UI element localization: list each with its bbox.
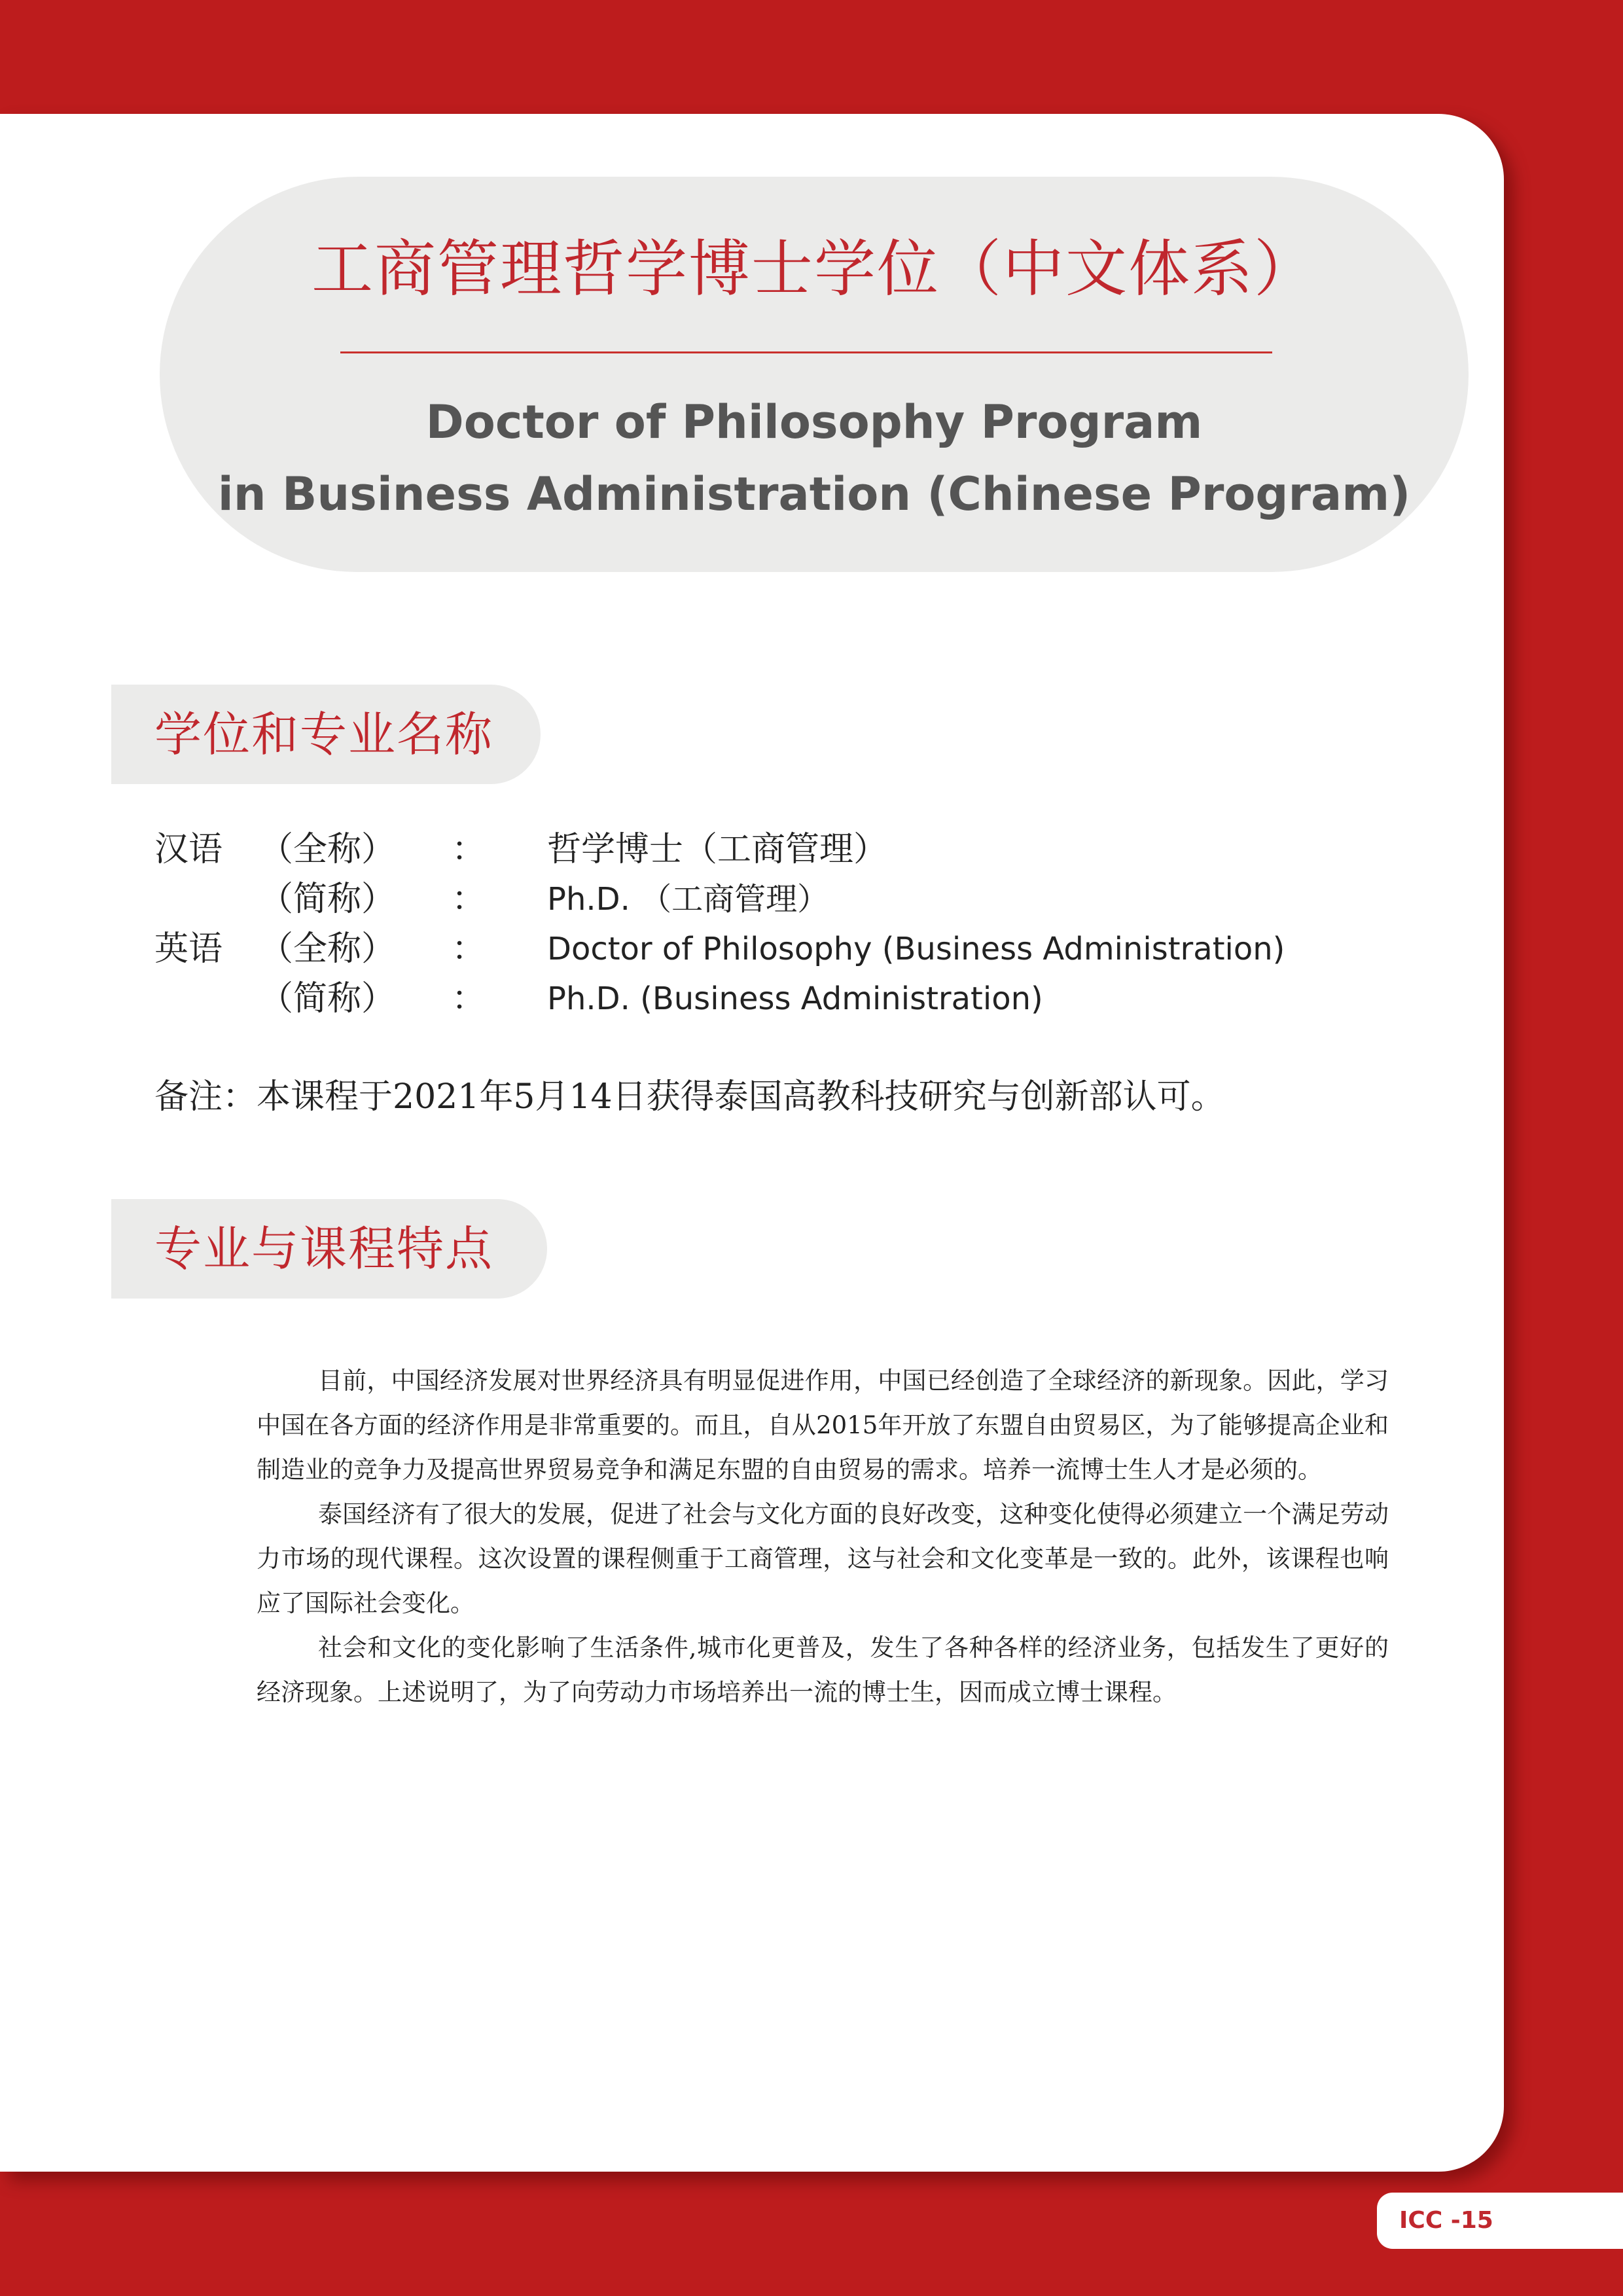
title-en-line-1: Doctor of Philosophy Program <box>425 395 1203 449</box>
description-paragraph: 目前，中国经济发展对世界经济具有明显促进作用，中国已经创造了全球经济的新现象。因此，学习中国在各方面的经济作用是非常重要的。而且，自从2015年开放了东盟自由贸易区，为了能够提高企业和制造业的竞争力及提高世界贸易竞争和满足东盟的自由贸易的需求。培养一流博士生人才是必须的。 <box>257 1367 1389 1484</box>
page-title-english <box>160 386 1469 530</box>
degree-name-value: Ph.D. (Business Administration) <box>547 980 1043 1017</box>
degree-language: 英语 <box>154 929 223 969</box>
degree-colon: ： <box>452 880 486 919</box>
degree-colon: ： <box>452 979 486 1018</box>
degree-name-type: （全称） <box>259 929 396 969</box>
title-en-line-2: in Business Administration (Chinese Program) <box>217 467 1411 521</box>
degree-name-type: （简称） <box>259 979 396 1018</box>
degree-colon: ： <box>452 929 486 969</box>
section-heading-features: 专业与课程特点 <box>154 1221 494 1276</box>
degree-name-value: Doctor of Philosophy (Business Administration) <box>547 931 1285 967</box>
page-title-chinese: 工商管理哲学博士学位（中文体系） <box>311 234 1317 305</box>
section-heading-degree: 学位和专业名称 <box>154 707 494 762</box>
degree-name-type: （简称） <box>259 880 396 919</box>
description-paragraph: 泰国经济有了很大的发展，促进了社会与文化方面的良好改变，这种变化使得必须建立一个满足劳动力市场的现代课程。这次设置的课程侧重于工商管理，这与社会和文化变革是一致的。此外，该课程也响应了国际社会变化。 <box>257 1500 1389 1617</box>
title-divider <box>340 351 1272 353</box>
page-number-tab: ICC -15 <box>1377 2193 1623 2249</box>
description-paragraph: 社会和文化的变化影响了生活条件,城市化更普及，发生了各种各样的经济业务，包括发生了更好的经济现象。上述说明了，为了向劳动力市场培养出一流的博士生，因而成立博士课程。 <box>257 1634 1389 1706</box>
degree-language: 汉语 <box>154 830 223 869</box>
accreditation-note: 备注：本课程于2021年5月14日获得泰国高教科技研究与创新部认可。 <box>154 1077 1225 1117</box>
degree-name-value: Ph.D. （工商管理） <box>547 881 829 918</box>
degree-colon: ： <box>452 830 486 869</box>
degree-name-type: （全称） <box>259 830 396 869</box>
program-description <box>257 1359 1389 1715</box>
degree-name-value: 哲学博士（工商管理） <box>547 830 888 869</box>
